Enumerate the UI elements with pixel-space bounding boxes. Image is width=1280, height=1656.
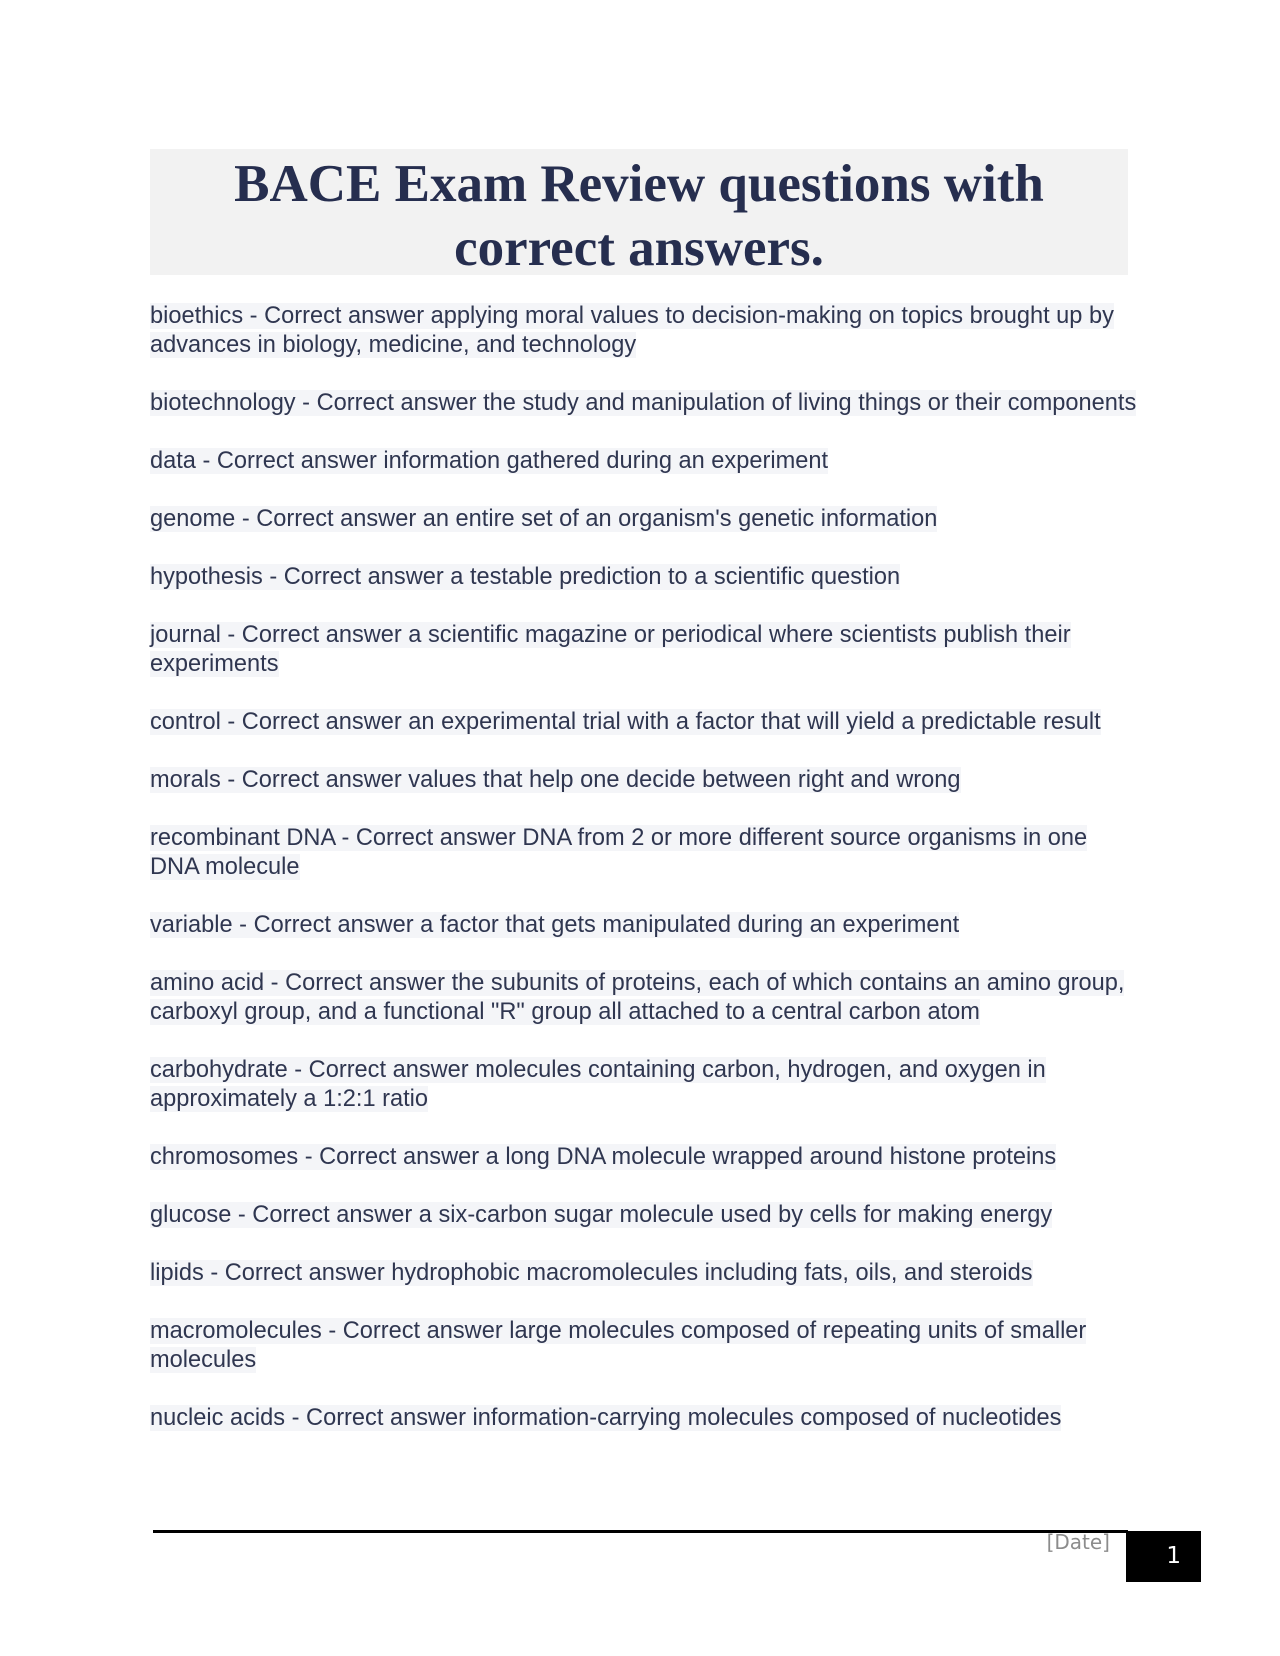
entry-text: biotechnology - Correct answer the study and manipulation of living things or their components (150, 390, 1137, 416)
entry-text: bioethics - Correct answer applying moral values to decision-making on topics brought up by advances in biology, medicine, and technology (150, 303, 1114, 358)
entry-text: data - Correct answer information gathered during an experiment (150, 448, 829, 474)
entry (150, 447, 1140, 476)
entry (150, 824, 1140, 882)
entry-text: morals - Correct answer values that help one decide between right and wrong (150, 767, 961, 793)
entry (150, 708, 1140, 737)
document-title: BACE Exam Review questions with correct answers. (234, 155, 1044, 277)
entry (150, 1201, 1140, 1230)
entry-text: carbohydrate - Correct answer molecules containing carbon, hydrogen, and oxygen in approximately a 1:2:1 ratio (150, 1057, 1046, 1112)
entry (150, 563, 1140, 592)
entry (150, 911, 1140, 940)
footer-date: [Date] (1046, 1530, 1110, 1554)
entry (150, 1404, 1140, 1433)
entry-text: hypothesis - Correct answer a testable prediction to a scientific question (150, 564, 901, 590)
entry (150, 1056, 1140, 1114)
entry (150, 1143, 1140, 1172)
footer-divider (153, 1530, 1128, 1533)
entry-text: amino acid - Correct answer the subunits of proteins, each of which contains an amino group, carboxyl group, and a functional "R" group all attached to a central carbon atom (150, 970, 1125, 1025)
entry-text: nucleic acids - Correct answer information-carrying molecules composed of nucleotides (150, 1405, 1062, 1431)
entry (150, 621, 1140, 679)
entry (150, 302, 1140, 360)
entry-text: genome - Correct answer an entire set of an organism's genetic information (150, 506, 938, 532)
entry (150, 1317, 1140, 1375)
entry-text: variable - Correct answer a factor that gets manipulated during an experiment (150, 912, 960, 938)
entry (150, 1259, 1140, 1288)
entry-text: control - Correct answer an experimental trial with a factor that will yield a predictable result (150, 709, 1101, 735)
entry (150, 389, 1140, 418)
entry-text: journal - Correct answer a scientific magazine or periodical where scientists publish their experiments (150, 622, 1071, 677)
entry-list (150, 302, 1140, 1462)
entry-text: glucose - Correct answer a six-carbon sugar molecule used by cells for making energy (150, 1202, 1053, 1228)
entry (150, 766, 1140, 795)
entry-text: recombinant DNA - Correct answer DNA from 2 or more different source organisms in one DNA molecule (150, 825, 1088, 880)
entry-text: lipids - Correct answer hydrophobic macromolecules including fats, oils, and steroids (150, 1260, 1033, 1286)
title-block (150, 149, 1128, 275)
entry-text: chromosomes - Correct answer a long DNA molecule wrapped around histone proteins (150, 1144, 1057, 1170)
entry (150, 969, 1140, 1027)
entry (150, 505, 1140, 534)
page-number: 1 (1126, 1531, 1201, 1582)
entry-text: macromolecules - Correct answer large molecules composed of repeating units of smaller molecules (150, 1318, 1087, 1373)
